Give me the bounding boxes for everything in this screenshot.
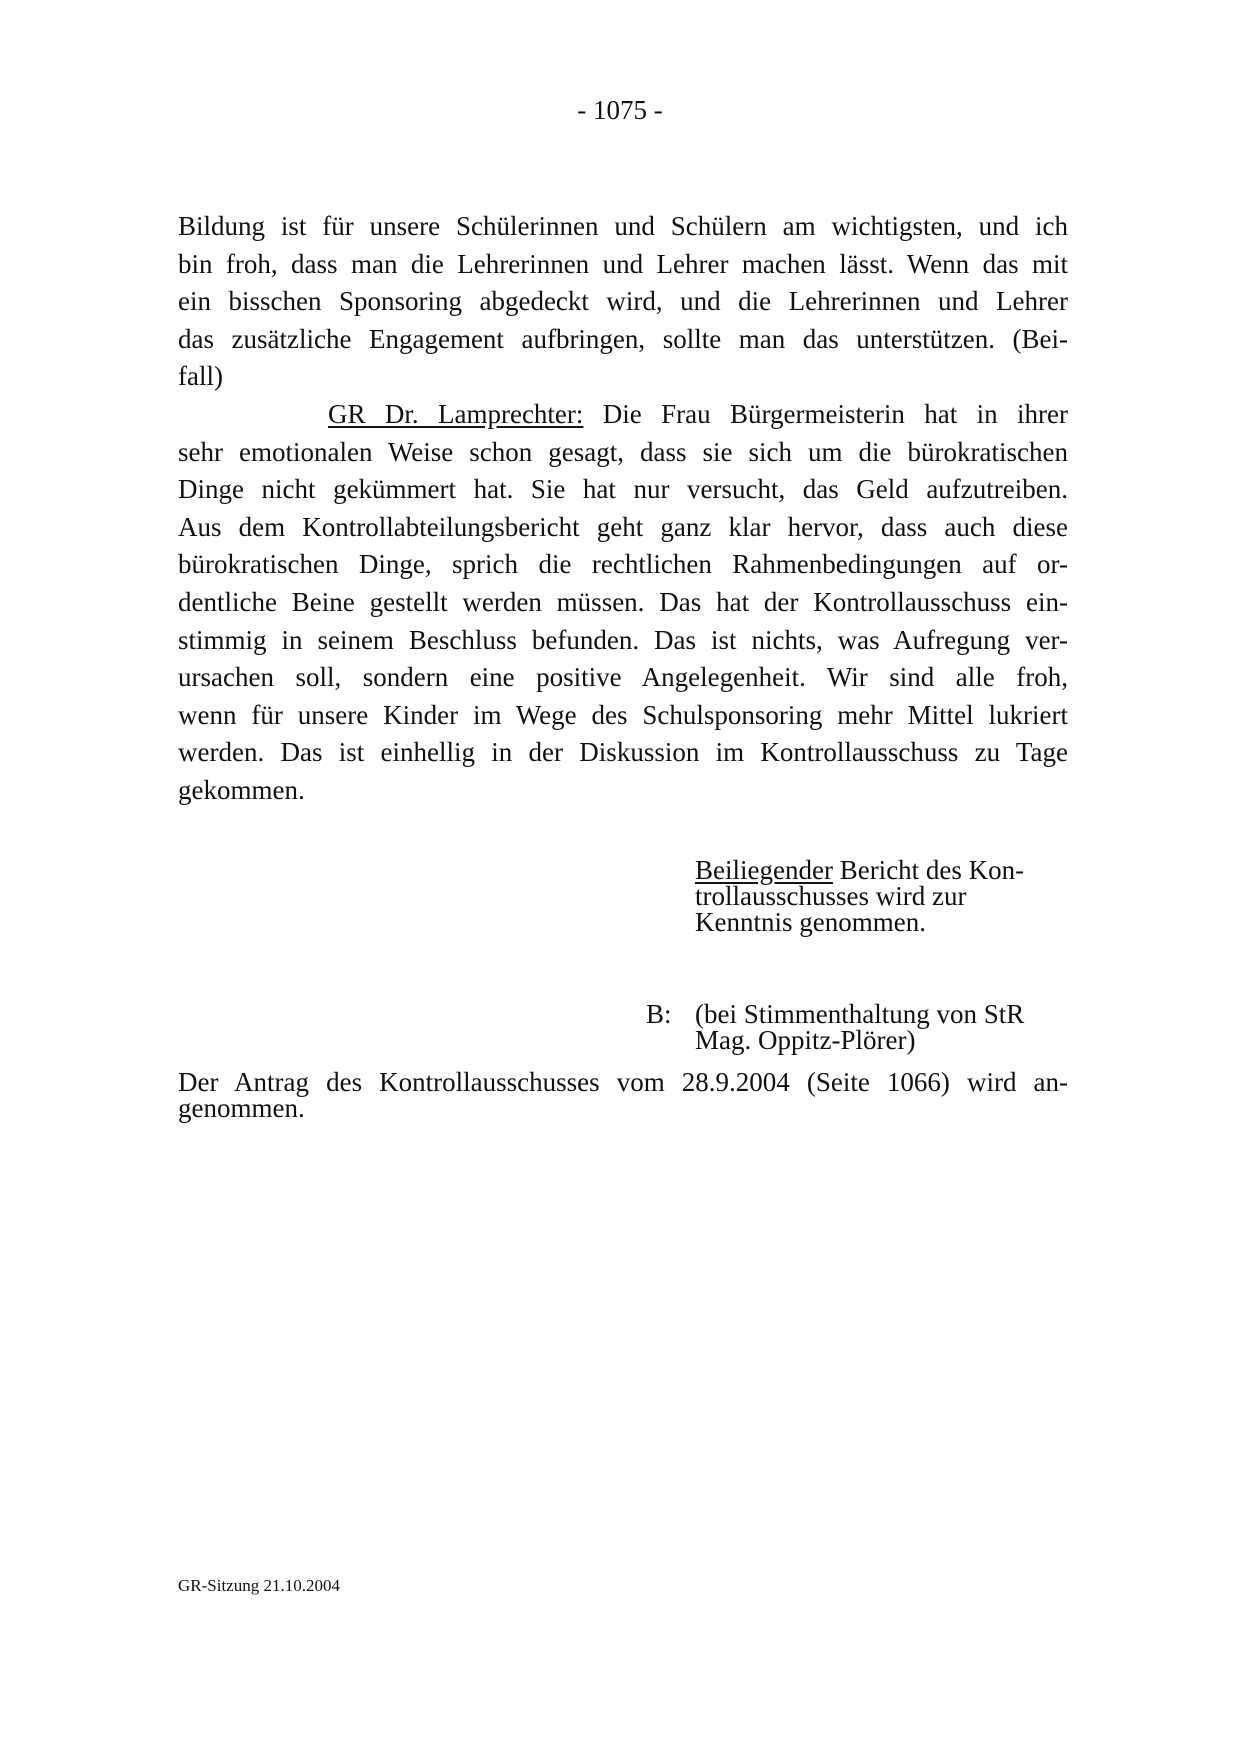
resolution-line: trollausschusses wird zur: [695, 881, 967, 911]
resolution-underlined: Beiliegender: [695, 855, 833, 885]
text-line: bürokratischen Dinge, sprich die rechtlichen Rahmenbedingungen auf or-: [178, 549, 1068, 580]
motion-line: Der Antrag des Kontrollausschusses vom 28.9.2004 (Seite 1066) wird an-: [178, 1067, 1068, 1097]
paragraph-education: [178, 208, 1068, 396]
text-line: bin froh, dass man die Lehrerinnen und Lehrer machen lässt. Wenn das mit: [178, 248, 1068, 279]
resolution-line-text: Bericht des Kon-: [832, 855, 1025, 885]
resolution-line: Kenntnis genommen.: [695, 907, 926, 937]
text-line: gekommen.: [178, 774, 305, 805]
text-line: sehr emotionalen Weise schon gesagt, dass sie sich um die bürokratischen: [178, 436, 1068, 467]
text-line: stimmig in seinem Beschluss befunden. Das ist nichts, was Aufregung ver-: [178, 624, 1068, 655]
vote-line: (bei Stimmenthaltung von StR: [695, 999, 1025, 1029]
text-line: dentliche Beine gestellt werden müssen. Das hat der Kontrollausschuss ein-: [178, 586, 1068, 617]
page-number: - 1075 -: [577, 95, 663, 125]
text-line: ursachen soll, sondern eine positive Angelegenheit. Wir sind alle froh,: [178, 662, 1068, 693]
paragraph-lamprechter: [178, 396, 1068, 810]
text-line: Aus dem Kontrollabteilungsbericht geht ganz klar hervor, dass auch diese: [178, 511, 1068, 542]
vote-line: Mag. Oppitz-Plörer): [695, 1025, 916, 1055]
resolution-line: [695, 857, 1075, 883]
footer-session-date: GR-Sitzung 21.10.2004: [178, 1576, 340, 1595]
text-line: Bildung ist für unsere Schülerinnen und Schülern am wichtigsten, und ich: [178, 211, 1068, 241]
vote-label: B:: [646, 999, 672, 1029]
speaker-name: GR Dr. Lamprechter:: [328, 399, 584, 429]
text-line: fall): [178, 361, 223, 392]
text-line: wenn für unsere Kinder im Wege des Schulsponsoring mehr Mittel lukriert: [178, 699, 1068, 730]
vote-text: [695, 1001, 1075, 1053]
speaker-line-text: Die Frau Bürgermeisterin hat in ihrer: [583, 399, 1068, 429]
motion-text: [178, 1069, 1068, 1121]
speaker-line: [178, 396, 1068, 434]
motion-line: genommen.: [178, 1093, 305, 1123]
resolution-block: [695, 857, 1075, 935]
text-line: das zusätzliche Engagement aufbringen, sollte man das unterstützen. (Bei-: [178, 323, 1068, 354]
text-line: ein bisschen Sponsoring abgedeckt wird, und die Lehrerinnen und Lehrer: [178, 286, 1068, 317]
text-line: werden. Das ist einhellig in der Diskussion im Kontrollausschuss zu Tage: [178, 737, 1068, 768]
text-line: Dinge nicht gekümmert hat. Sie hat nur versucht, das Geld aufzutreiben.: [178, 474, 1068, 505]
